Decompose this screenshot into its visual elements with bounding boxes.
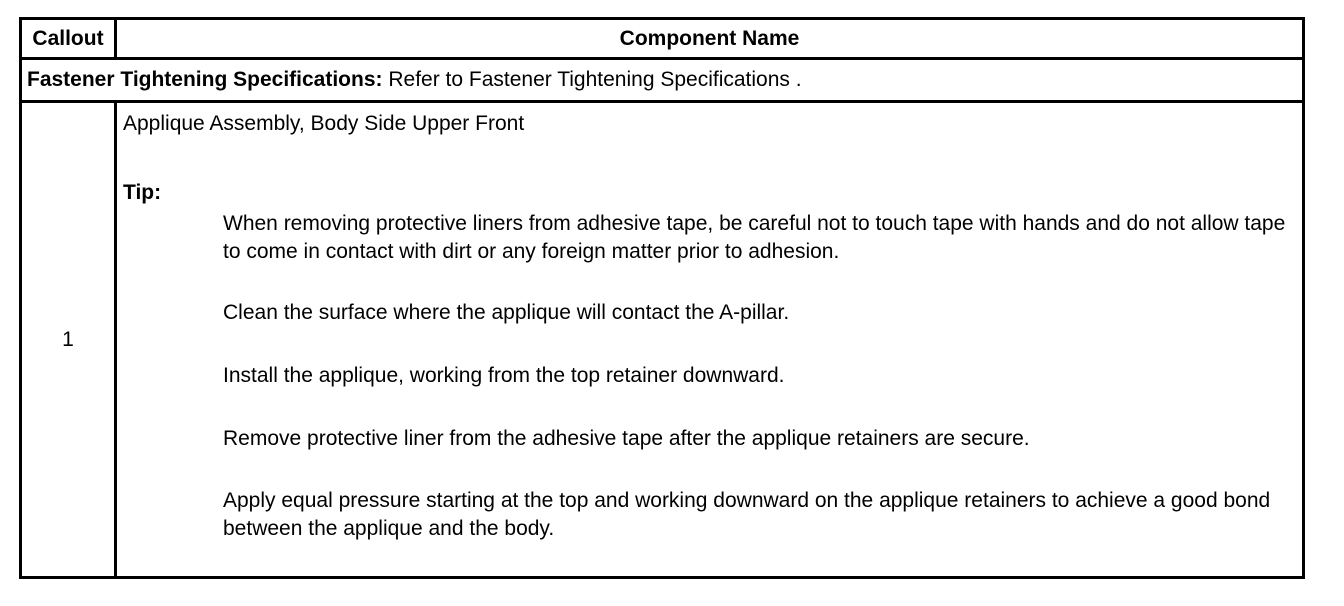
tip-item: When removing protective liners from adhesive tape, be careful not to touch tape with hands and do not allow tape to come in contact with dirt or any foreign matter prior to adhesion. bbox=[223, 212, 1286, 263]
component-name-column-header: Component Name bbox=[619, 27, 800, 50]
callout-column-header: Callout bbox=[22, 20, 117, 57]
component-name: Applique Assembly, Body Side Upper Front bbox=[123, 112, 525, 135]
tip-item: Clean the surface where the applique will contact the A-pillar. bbox=[223, 301, 790, 324]
tip-item: Remove protective liner from the adhesive tape after the applique retainers are secure. bbox=[223, 427, 1030, 450]
table-header-row bbox=[22, 20, 1302, 60]
component-cell bbox=[117, 103, 1302, 576]
callout-number: 1 bbox=[22, 103, 117, 576]
table-row bbox=[22, 103, 1302, 576]
tip-item: Install the applique, working from the top retainer downward. bbox=[223, 364, 785, 387]
component-table bbox=[19, 17, 1305, 579]
tip-label: Tip: bbox=[123, 181, 162, 204]
fastener-spec-label: Fastener Tightening Specifications: bbox=[27, 68, 383, 91]
fastener-spec-text: Refer to Fastener Tightening Specifications . bbox=[382, 68, 802, 91]
fastener-spec-row bbox=[22, 60, 1302, 103]
tip-item: Apply equal pressure starting at the top and working downward on the applique retainers to achieve a good bond between the applique and the body. bbox=[223, 489, 1271, 540]
